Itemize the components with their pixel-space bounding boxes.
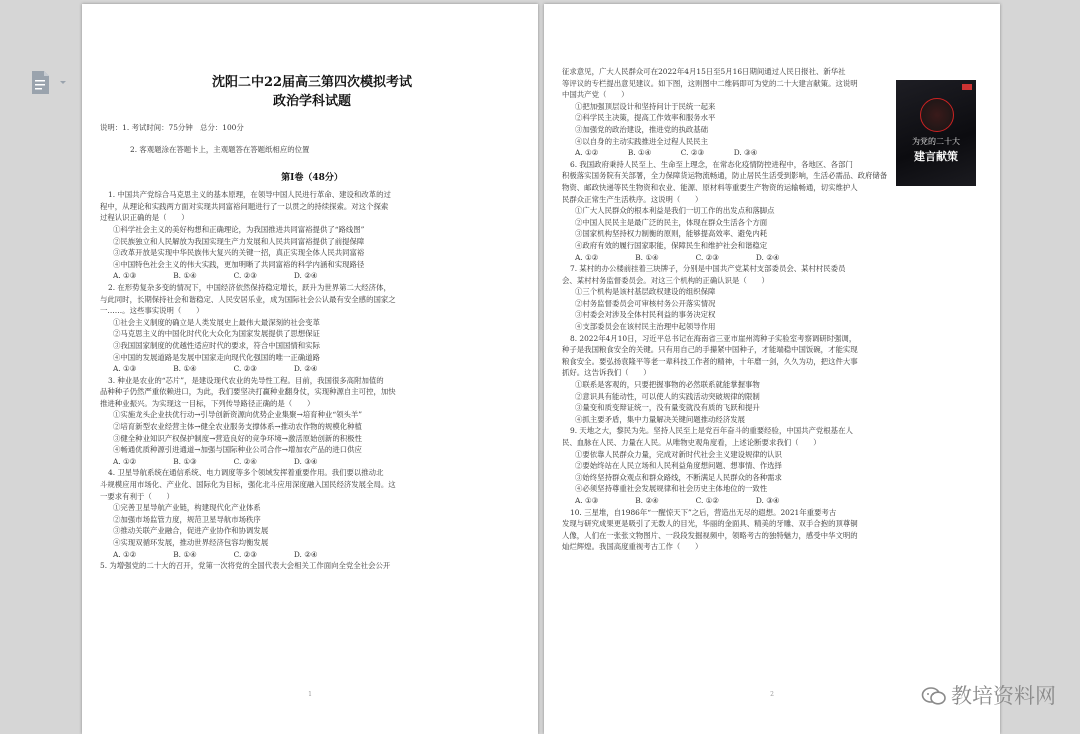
instruction-line: 2. 客观题涂在答题卡上，主观题答在答题纸相应的位置 (130, 144, 310, 154)
option-line: ①广大人民群众的根本利益是我们一切工作的出发点和落脚点 (575, 206, 775, 216)
document-icon[interactable] (30, 70, 70, 96)
question-line: 品种种子仍然严重依赖进口，为此，我们要坚决打赢种业翻身仗，实现种源自主可控，加快 (100, 387, 396, 397)
option-line: ④必须坚持尊重社会发展规律和社会历史主体地位的一致性 (575, 484, 768, 494)
question-line: 一……。这些事实说明（ ） (100, 306, 204, 316)
question-line: 2. 在形势复杂多变的情况下，中国经济依然保持稳定增长，跃升为世界第二大经济体， (108, 282, 391, 292)
question-line: 积极落实国务院有关部署，全力保障货运物流畅通，防止居民生活受到影响，生活必需品、政府储备 (562, 171, 888, 181)
option-line: ④实现双循环发展，推动世界经济包容均衡发展 (113, 538, 269, 547)
option-line: ③始终坚持群众观点和群众路线，不断满足人民群众的各种需求 (575, 472, 782, 482)
answer-choices: A. ①② B. ①④ C. ②③ D. ③④ (575, 148, 758, 158)
question-line: 粮食安全。要弘扬袁隆平等老一辈科技工作者的精神，十年磨一剑，久久为功，把这件大事 (562, 356, 858, 366)
option-line: ③村委会对涉及全体村民利益的事务决定权 (575, 310, 716, 320)
wechat-icon (921, 686, 947, 706)
option-line: ②加强市场监管力度，规范卫星导航市场秩序 (113, 514, 261, 524)
option-line: ①联系是客观的，只要把握事物的必然联系就能掌握事物 (575, 380, 760, 390)
flag-icon (962, 84, 972, 90)
question-line: 8. 2022年4月10日，习近平总书记在海南省三亚市崖州湾种子实验室考察调研时强调， (570, 333, 857, 343)
question-line: 物资、邮政快递等民生物资和农业、能源、原材料等重要生产物资的运输畅通，切实维护人 (562, 182, 858, 192)
option-line: ④政府有效的履行国家职能，保障民生和维护社会和谐稳定 (575, 240, 768, 250)
question-line: 9. 天地之大，黎民为先。坚持人民至上是党百年奋斗的重要经验，中国共产党根基在人 (570, 426, 853, 436)
option-line: ①完善卫星导航产业链，构建现代化产业体系 (113, 503, 261, 513)
question-line: 推进种业振兴。为实现这一目标，下列传导路径正确的是（ ） (100, 398, 315, 408)
option-line: ②科学民主决策，提高工作效率和服务水平 (575, 113, 716, 123)
option-line: ②要始终站在人民立场和人民利益角度想问题、想事情、作选择 (575, 461, 782, 471)
question-line: 灿烂辉煌。我国高度重视考古工作（ ） (562, 542, 703, 552)
question-line: 程中，从理论和实践两方面对实现共同富裕问题进行了一以贯之的持续探索。对这个探索 (100, 201, 389, 211)
option-line: ④支部委员会在该村民主治理中起领导作用 (575, 322, 716, 332)
question-line: 等评议的专栏提出意见建议。如下图，这则图中二维码即可为党的二十大建言献策。这说明 (562, 78, 858, 88)
answer-choices: A. ①③ B. ①④ C. ②③ D. ②④ (113, 271, 318, 281)
poster-caption-2: 建言献策 (914, 150, 958, 163)
option-line: ③健全种业知识产权保护制度→营造良好的竞争环境→激活原始创新的积极性 (113, 433, 362, 443)
option-line: ③推动关联产业融合，促进产业协作和协调发展 (113, 526, 269, 536)
question-line: 与此同时，长期保持社会和谐稳定、人民安居乐业，成为国际社会公认最有安全感的国家之 (100, 294, 396, 304)
option-line: ①科学社会主义的美好构想和正确理论，为我国推进共同富裕提供了“路线图” (113, 224, 365, 234)
congress-poster-image (896, 80, 976, 186)
option-line: ③加强党的政治建设，推进党的执政基础 (575, 124, 709, 134)
option-line: ④以自身的主动实践推进全过程人民民主 (575, 136, 709, 146)
option-line: ③国家机构坚持权力制衡的原则，能够提高效率、避免内耗 (575, 229, 768, 239)
page-number: 2 (770, 691, 774, 698)
document-page-2[interactable] (544, 4, 1000, 734)
watermark-text: 教培资料网 (951, 684, 1056, 708)
option-line: ②村务监督委员会可审核村务公开落实情况 (575, 298, 716, 308)
option-line: ①把加强顶层设计和坚持问计于民统一起来 (575, 101, 716, 111)
option-line: ①要依靠人民群众力量，完成对新时代社会主义建设规律的认识 (575, 449, 782, 459)
answer-choices: A. ①③ B. ②④ C. ①② D. ③④ (575, 495, 780, 505)
question-line: 会、某村村务监督委员会。对这三个机构的正确认识是（ ） (562, 275, 769, 285)
question-line: 民、血脉在人民、力量在人民。从唯物史观角度看，上述论断要求我们（ ） (562, 438, 821, 447)
option-line: ②马克思主义的中国化时代化大众化为国家发展提供了思想保证 (113, 329, 320, 339)
question-line: 1. 中国共产党综合马克思主义的基本原理，在领导中国人民进行革命、建设和改革的过 (108, 190, 391, 200)
option-line: ④抓主要矛盾，集中力量解决关键问题推动经济发展 (575, 414, 745, 424)
option-line: ③改革开放是实现中华民族伟大复兴的关键一招，真正实现全体人民共同富裕 (113, 248, 365, 258)
answer-choices: A. ①② B. ①④ C. ②③ D. ②④ (113, 549, 318, 559)
question-line: 斗规模应用市场化、产业化、国际化为目标，强化北斗应用深度融入国民经济发展全局。这 (100, 480, 396, 490)
answer-choices: A. ①③ B. ①④ C. ②③ D. ②④ (113, 364, 318, 374)
question-line: 10. 三星堆，自1986年“一醒惊天下”之后，营造出无尽的遐想。2021年重要考古 (570, 507, 837, 517)
question-line: 一要求有利于（ ） (100, 491, 174, 501)
exam-subtitle: 政治学科试题 (272, 94, 351, 109)
option-line: ②意识具有能动性，可以使人的实践活动突破规律的限制 (575, 391, 760, 401)
question-line: 3. 种业是农业的“芯片”，是建设现代农业的先导性工程。目前，我国很多高附加值的 (108, 375, 384, 385)
section-heading: 第Ⅰ卷（48分） (281, 173, 343, 184)
document-page-1[interactable] (82, 4, 538, 734)
question-line: 人像，人们在一张张文物图片、一段段发掘视频中，领略考古的独特魅力，感受中华文明的 (562, 530, 858, 540)
question-line: 4. 卫星导航系统在通信系统、电力调度等多个领域发挥着重要作用。我们要以推动北 (108, 468, 384, 478)
option-line: ②培育新型农业经营主体→健全农业服务支撑体系→推动农作物的规模化种植 (113, 422, 362, 432)
option-line: ④畅通优质种源引进通道→加强与国际种业公司合作→增加农产品的进口供应 (113, 445, 362, 455)
watermark (921, 680, 1056, 710)
question-line: 过程认识正确的是（ ） (100, 213, 189, 223)
option-line: ③量变和质变辩证统一，没有量变就没有质的飞跃和提升 (575, 403, 760, 413)
question-line: 民群众正常生产生活秩序。这说明（ ） (562, 194, 703, 204)
option-line: ①三个机构是该村基层政权建设的组织保障 (575, 287, 716, 297)
question-line: 6. 我国政府秉持人民至上、生命至上理念，在常态化疫情防控进程中，各地区、各部门 (570, 159, 853, 169)
instruction-line: 说明：1. 考试时间：75分钟 总分：100分 (100, 123, 244, 132)
option-line: ④中国特色社会主义的伟大实践，更加明晰了共同富裕的科学内涵和实现路径 (113, 259, 365, 269)
question-line: 抓好。这告诉我们（ ） (562, 368, 651, 378)
option-line: ①实施龙头企业扶优行动→引导创新资源向优势企业集聚→培育种业“领头羊” (113, 410, 363, 420)
exam-title: 沈阳二中22届高三第四次模拟考试 (211, 75, 413, 90)
poster-caption-1: 为党的二十大 (912, 137, 960, 146)
page-number: 1 (308, 691, 312, 698)
answer-choices: A. ①② B. ①③ C. ②④ D. ③④ (113, 456, 318, 466)
page-1-content (100, 4, 524, 572)
option-line: ④中国的发展道路是发展中国家走向现代化强国的唯一正确道路 (113, 352, 320, 362)
question-line: 中国共产党（ ） (562, 90, 629, 100)
option-line: ②中国人民民主是最广泛的民主，体现在群众生活各个方面 (575, 217, 768, 227)
option-line: ③我国国家制度的优越性适应时代的要求，符合中国国情和实际 (113, 340, 320, 350)
option-line: ①社会主义制度的确立是人类发展史上最伟大最深刻的社会变革 (113, 317, 320, 327)
question-line: 种子是我国粮食安全的关键。只有用自己的手攥紧中国种子，才能端稳中国饭碗，才能实现 (562, 345, 858, 355)
emblem-icon (920, 98, 954, 132)
question-line: 发现与研究成果更是吸引了无数人的目光，华丽的金面具、精美的牙雕、双手合抱的顶尊铜 (562, 519, 858, 529)
question-line: 7. 某村的办公楼前挂着三块牌子，分别是中国共产党某村支部委员会、某村村民委员 (570, 264, 846, 274)
question-line: 5. 为增强党的二十大的召开，党第一次将党的全国代表大会相关工作面向全党全社会公开 (100, 561, 391, 571)
question-line: 征求意见，广大人民群众可在2022年4月15日至5月16日期间通过人民日报社、新华社 (562, 67, 846, 76)
option-line: ②民族独立和人民解放为我国实现生产力发展和人民共同富裕提供了前提保障 (113, 236, 365, 246)
answer-choices: A. ①② B. ①④ C. ②③ D. ②④ (575, 252, 780, 262)
